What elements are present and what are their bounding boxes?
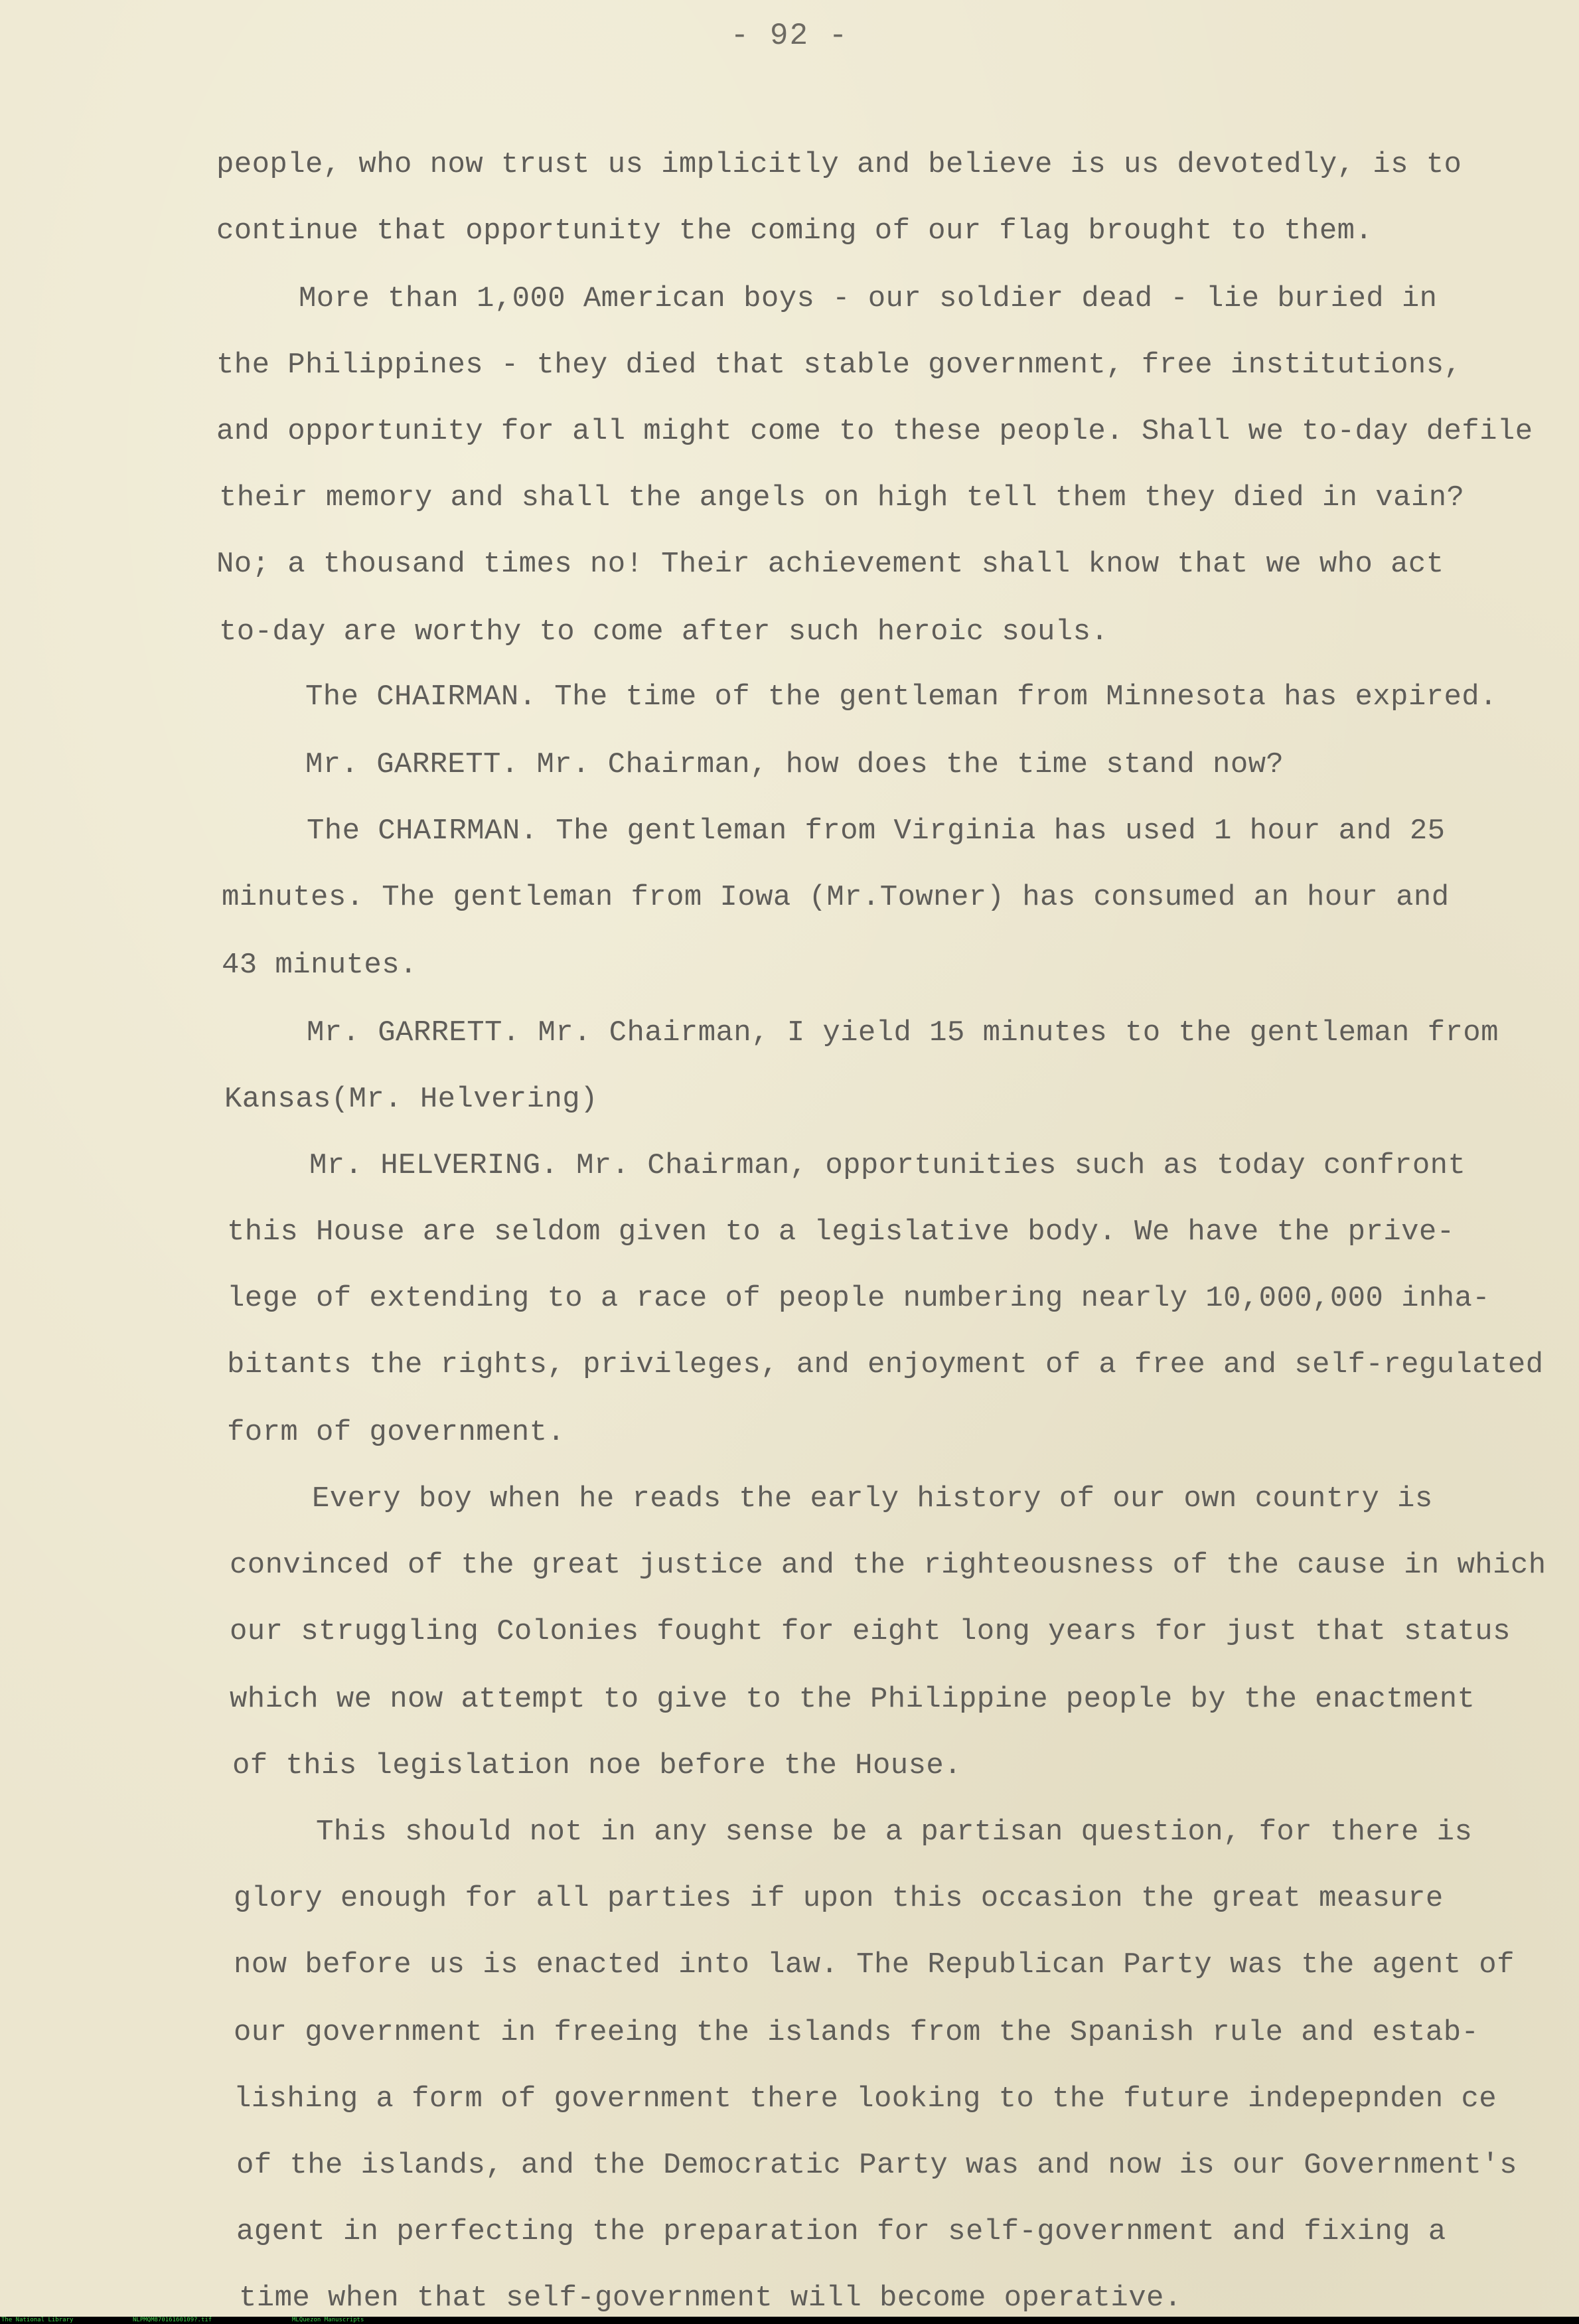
- footer-file: NLPMQM87016160109?.tif: [133, 2317, 212, 2323]
- text-line: people, who now trust us implicitly and believe is us devotedly, is to: [216, 148, 1462, 181]
- text-line: The CHAIRMAN. The time of the gentleman from Minnesota has expired.: [305, 680, 1497, 714]
- footer-collection: MLQuezon Manuscripts: [292, 2317, 364, 2323]
- text-line: lishing a form of government there looking to the future indepepnden ce: [234, 2082, 1497, 2116]
- text-line: This should not in any sense be a partisan question, for there is: [316, 1816, 1473, 1849]
- text-line: lege of extending to a race of people numbering nearly 10,000,000 inha-: [227, 1282, 1491, 1315]
- text-line: No; a thousand times no! Their achievement shall know that we who act: [216, 548, 1444, 581]
- text-line: The CHAIRMAN. The gentleman from Virginia has used 1 hour and 25: [307, 814, 1446, 848]
- text-line: our struggling Colonies fought for eight long years for just that status: [230, 1615, 1511, 1648]
- text-line: of this legislation noe before the House.: [232, 1749, 962, 1782]
- text-line: 43 minutes.: [222, 949, 417, 982]
- text-line: Every boy when he reads the early history of our own country is: [312, 1482, 1433, 1515]
- page-number: - 92 -: [730, 19, 849, 53]
- text-line: Mr. GARRETT. Mr. Chairman, I yield 15 minutes to the gentleman from: [307, 1016, 1499, 1049]
- text-line: to-day are worthy to come after such heroic souls.: [219, 615, 1109, 649]
- archive-footer: [0, 2317, 1579, 2324]
- text-line: Mr. GARRETT. Mr. Chairman, how does the time stand now?: [305, 748, 1284, 781]
- text-line: their memory and shall the angels on high tell them they died in vain?: [219, 481, 1465, 514]
- footer-library: The National Library: [1, 2317, 74, 2323]
- text-line: continue that opportunity the coming of our flag brought to them.: [216, 214, 1373, 248]
- text-line: bitants the rights, privileges, and enjoyment of a free and self-regulated: [227, 1348, 1544, 1381]
- text-line: of the islands, and the Democratic Party was and now is our Government's: [236, 2149, 1517, 2182]
- text-line: now before us is enacted into law. The Republican Party was the agent of: [234, 1948, 1515, 1981]
- text-line: glory enough for all parties if upon this occasion the great measure: [234, 1882, 1444, 1915]
- text-line: which we now attempt to give to the Philippine people by the enactment: [230, 1683, 1475, 1716]
- text-line: the Philippines - they died that stable government, free institutions,: [216, 349, 1462, 382]
- text-line: agent in perfecting the preparation for self-government and fixing a: [236, 2215, 1446, 2248]
- text-line: Mr. HELVERING. Mr. Chairman, opportunities such as today confront: [309, 1149, 1466, 1182]
- text-line: and opportunity for all might come to these people. Shall we to-day defile: [216, 415, 1533, 448]
- text-line: Kansas(Mr. Helvering): [224, 1083, 598, 1116]
- text-line: convinced of the great justice and the righteousness of the cause in which: [230, 1549, 1546, 1582]
- text-line: our government in freeing the islands from the Spanish rule and estab-: [234, 2016, 1479, 2049]
- text-line: More than 1,000 American boys - our soldier dead - lie buried in: [299, 282, 1438, 315]
- text-line: form of government.: [227, 1416, 565, 1449]
- text-line: this House are seldom given to a legislative body. We have the prive-: [227, 1215, 1455, 1249]
- text-line: time when that self-government will become operative.: [239, 2282, 1182, 2315]
- text-line: minutes. The gentleman from Iowa (Mr.Towner) has consumed an hour and: [222, 881, 1450, 914]
